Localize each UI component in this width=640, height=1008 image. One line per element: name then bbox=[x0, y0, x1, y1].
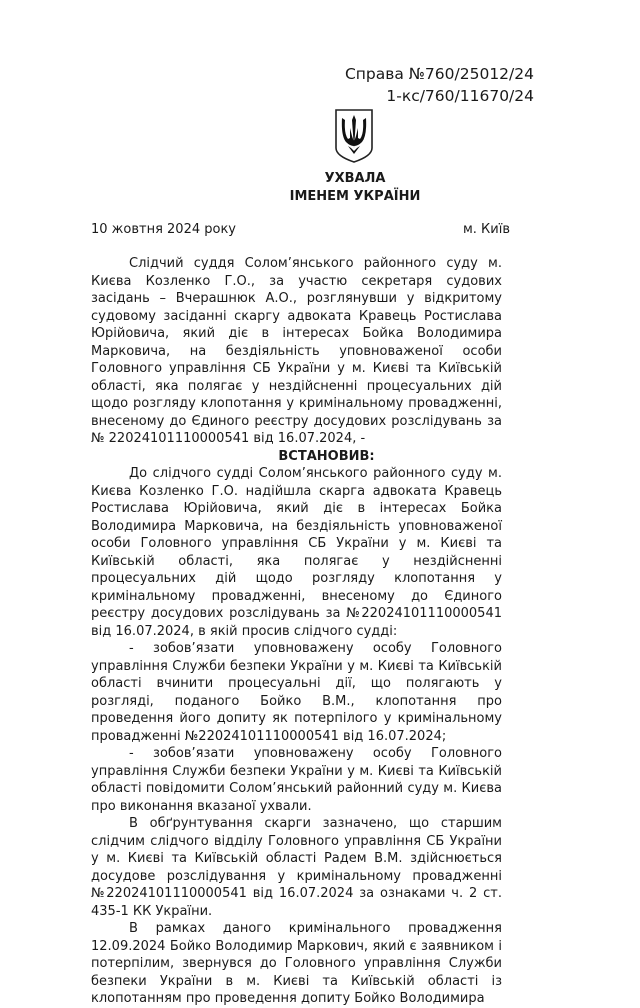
case-number: Справа №760/25012/24 bbox=[344, 65, 534, 83]
paragraph-proceedings: В рамках даного кримінального провадження 12.09.2024 Бойко Володимир Маркович, який є заявником і потерпілим, звернувся до Головного управління Служби безпеки України в м. Києві та Київській області із клопотанням про проведення допиту Бойко Володимира bbox=[91, 921, 502, 1006]
document-place: м. Київ bbox=[462, 222, 510, 237]
document-body bbox=[91, 255, 502, 1008]
section-heading: ВСТАНОВИВ: bbox=[278, 448, 375, 464]
paragraph-complaint: До слідчого судді Солом’янського районного суду м. Києва Козленко Г.О. надійшла скарга адвоката Кравець Ростислава Юрійовича, який діє в інтересах Бойка Володимира Марковича, на бездіяльність уповноваженої особи Головного управління СБ України у м. Києві та Київській області, яка полягає у нездійсненні процесуальних дій щодо розгляду клопотання у кримінальному провадженні, внесеному до Єдиного реєстру досудових розслідувань за №22024101110000541 від 16.07.2024, в якій просив слідчого судді: bbox=[91, 466, 502, 639]
ukraine-coat-of-arms-icon bbox=[334, 108, 374, 164]
request-item-2: - зобов’язати уповноважену особу Головного управління Служби безпеки України у м. Києві та Київській області повідомити Солом’янський районний суду м. Києва про виконання вказаної ухвали. bbox=[91, 746, 502, 814]
request-item-1: - зобов’язати уповноважену особу Головного управління Служби безпеки України у м. Києві та Київській області вчинити процесуальні дії, що полягають у розгляді, поданого Бойко В.М., клопотання про проведення його допиту як потерпілого у кримінальному провадженні №22024101110000541 від 16.07.2024; bbox=[91, 641, 502, 744]
intro-paragraph: Слідчий суддя Солом’янського районного суду м. Києва Козленко Г.О., за участю секретаря судових засідань – Вчерашнюк А.О., розглянувши у відкритому судовому засіданні скаргу адвоката Кравець Ростислава Юрійовича, який діє в інтересах Бойка Володимира Марковича, на бездіяльність уповноваженої особи Головного управління СБ України у м. Києві та Київській області, яка полягає у нездійсненні процесуальних дій щодо розгляду клопотання у кримінальному провадженні, внесеному до Єдиного реєстру досудових розслідувань за № 22024101110000541 від 16.07.2024, - bbox=[91, 256, 502, 446]
paragraph-grounds: В обґрунтування скарги зазначено, що старшим слідчим слідчого відділу Головного управління СБ України у м. Києві та Київській області Радем В.М. здійснюється досудове розслідування у кримінальному провадженні №22024101110000541 від 16.07.2024 за ознаками ч. 2 ст. 435-1 КК України. bbox=[91, 816, 502, 919]
dateline bbox=[91, 222, 510, 237]
document-title: УХВАЛА bbox=[324, 171, 386, 186]
document-subtitle: ІМЕНЕМ УКРАЇНИ bbox=[289, 189, 421, 204]
proceeding-number: 1-кс/760/11670/24 bbox=[386, 87, 534, 105]
document-date: 10 жовтня 2024 року bbox=[91, 222, 236, 237]
